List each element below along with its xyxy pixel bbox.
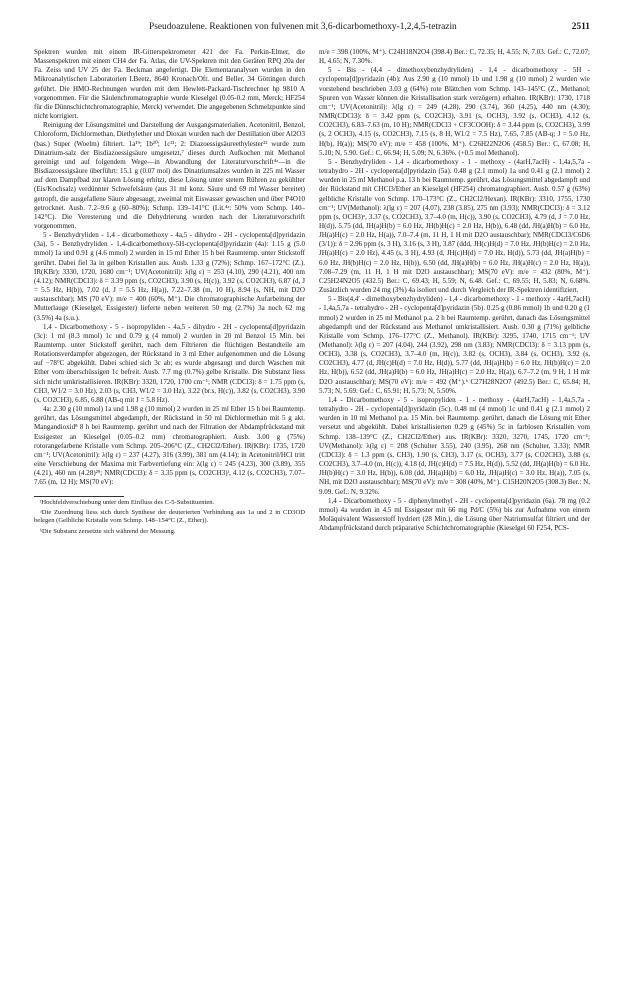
paragraph-compound-3a-4a: 5 - Benzhydryliden - 1,4 - dicarbomethoxy - 4a,5 - dihydro - 2H - cyclopenta[d]pyridazin (3a), 5 - Benzhydryliden - 1,4-dicarbomethoxy-5H-cyclopenta[d]pyridazin (4a): 1.15 g (5.0 mmol) 1a und 0.91 g (4.6 mmol) 2 wurden in 15 ml Ether 15 h bei Raumtemp. unter Stickstoff gerührt. Dabei fiel 3a in gelben Kristallen aus. Ausb. 1.33 g (72%); Schmp. 167–172°C (Z.). IR(KBr): 3330, 1720, 1680 cm⁻¹; UV(Acetonitril): λ(lg ε) = 253 (4.10), 290 (4.21), 400 nm (4.12); NMR(CDCl3): δ = 3.39 ppm (s, CO2CH3), 3.90 (s, H(c)), 3.92 (s, CO2CH3), 6.87 (d, J = 5.5 Hz, H(b)), 7.02 (d, J = 5.5 Hz, H(a)), 7.22–7.38 (m, 10 H), 8.94 (s, NH, mit D2O austauschbar); MS (70 eV): m/e = 400 (60%, M⁺). Die chromatographische Aufarbeitung der Mutterlauge (Kieselgel, Essigester) lieferte neben weiteren 50 mg (2.7%) 3a noch 62 mg (3.5%) 4a (s.u.). bbox=[34, 231, 305, 322]
running-header bbox=[34, 22, 590, 48]
paragraph-compound-3c: 1,4 - Dicarbomethoxy - 5 - isopropyliden - 4a,5 - dihydro - 2H - cyclopenta[d]pyridazin (3c): 1 ml (8.3 mmol) 1c und 0.79 g (4 mmol) 2 wurden in 20 ml Benzol 15 Min. bei Raumtemp. unter Stickstoff gerührt, nach dem Filtrieren die flüchtigen Bestandteile am Rotationsverdampfer abgezogen, der Rückstand in 3 ml Ether aufgenommen und die Lösung auf −78°C abgekühlt. Dabei schied sich 3c ab; es wurde abgesaugt und durch Waschen mit Ether vom überschüssigen 1c befreit. Ausb. 7.7 mg (0.7%) gelbe Kristalle. Die Substanz liess sich nicht umkristallisieren. IR(KBr): 3320, 1720, 1700 cm⁻¹; NMR (CDCl3): δ = 1.75 ppm (s, CH3, W1/2 = 3.0 Hz), 2.03 (s, CH3, W1/2 = 3.0 Hz), 3.22 (br.s, H(c)), 3.82 (s, CO2CH3), 3.90 (s, CO2CH3), 6.85, 6.88 (AB-q mit J = 5.8 Hz). bbox=[34, 322, 305, 404]
footnote-f: ᶠHochfeldverschiebung unter dem Einfluss des C-5-Substituenten. bbox=[40, 498, 215, 506]
paragraph-compound-5c: 1,4 - Dicarbomethoxy - 5 - isopropyliden - 1 - methoxy - (4arH,7acH) - 1,4a,5,7a - tetrahydro - 2H - cyclopenta[d]pyridazin (5c). 0.48 ml (4 mmol) 1c und 0.41 g (2.1 mmol) 2 wurden in 10 ml Methanol p.a. 15 Min. bei Raumtemp. gerührt, danach die Lösung mit Ether versetzt und abgekühlt. Dabei kristallisierten 0.29 g (45%) 5c in farblosen Kristallen vom Schmp. 138–139°C (Z., CH2Cl2/Ether) aus. IR(KBr): 3320, 3270, 1745, 1720 cm⁻¹; UV(Methanol): λ(lg ε) = 208 (Schulter 3.55), 240 (3.95), 268 nm (Schulter, 3.33); NMR (CDCl3): δ = 1.3 ppm (s, CH3), 1.90 (s, CH3), 3.17 (s, OCH3), 3.77 (s, CO2CH3), 3.88 (s, CO2CH3), 3.7–4.0 (m, H(c)), 4.18 (d, JH(c)H(d) = 7.5 Hz, H(d)), 5.52 (dd, JH(a)H(b) = 6.0 Hz, JH(b)H(c) = 3.0 Hz, H(b)), 6.08 (dd, JH(a)H(b) = 6.0 Hz, JH(a)H(c) = 3.0 Hz, H(a)), 7.05 (s, NH, mit D2O austauschbar); MS(70 eV): m/e = 308 (40%, M⁺). C15H20N2O5 (308.3) Ber.: N, 9.09. Gef.: N, 9.32%. bbox=[319, 395, 590, 496]
left-column bbox=[34, 48, 305, 536]
footnote-a: ᵃDie Zuordnung liess sich durch Synthese der deuterierten Verbindung aus 1a und 2 in CD3OD belegen (Gelbliche Kristalle vom Schmp. 148–154°C (Z., Ether)). bbox=[34, 508, 305, 525]
paragraph-compound-5b: 5 - Bis(4,4′ - dimethoxybenzhydryliden) - 1,4 - dicarbomethoxy - 1 - methoxy - 4arH,7acH) - 1,4a,5,7a - tetrahydro - 2H - cyclopenta[d]pyridazin (5b). 0.25 g (0.86 mmol) 1b und 0.20 g (1 mmol) 2 wurden in 25 ml Methanol p.a. 2 h bei Raumtemp. gerührt, danach das Lösungsmittel abgedampft und der Rückstand aus Methanol umkristallisiert. Ausb. 0.30 g (71%) gelbliche Kristalle vom Schmp. 176–177°C (Z., Methanol). IR(KBr): 3295, 1740, 1715 cm⁻¹; UV (Methanol): λ(lg ε) = 207 (4.04), 244 (3.92), 298 nm (3.83); NMR(CDCl3): δ = 3.13 ppm (s, OCH3), 3.38 (s, CO2CH3), 3.7–4.0 (m, H(c)), 3.82 (s, OCH3), 3.84 (s, OCH3), 3.92 (s, CO2CH3), 4.77 (d, JH(c)H(d) = 7.0 Hz, H(d)), 5.77 (dd, JH(a)H(b) = 6.0 Hz, JH(b)H(c) = 2.0 Hz, H(b)), 6.52 (dd, JH(a)H(b) = 6.0 Hz, JH(a)H(c) = 2.0 Hz, H(a)), 6.7–7.2 (m, 9 H, 1 H mit D2O austauschbar); MS(70 eV): m/e = 492 (M⁺).ᵇ C27H28N2O7 (492.5) Ber.: C, 65.84; H, 5.73; N, 5.69. Gef.: C, 65.91; H, 5.73; N, 5.50%. bbox=[319, 295, 590, 395]
paragraph-instruments: Spektren wurden mit einem IR-Gitterspektrometer 421 der Fa. Perkin-Elmer, die Massenspektren mit einem CH4 der Fa. Atlas, die UV-Spektren mit den Geräten RPQ 20a der Fa. Zeiss und UV 25 der Fa. Beckman angefertigt. Die Elementaranalysen wurden in den Mikroanalytischen Laboratorien I.Beetz, 8640 Kronach/Ofr. und Beller, 34 Göttingen durch geführt. Die HMO-Rechnungen wurden mit dem Hewlett-Packard-Tischrechner hp 9810 A vorgenommen. Für die Säulenchromatographie wurde Kieselgel (0.05-0.2 mm, Merck; HF254 für die Dünnschichtchromatographie, Merck) verwendet. Die angegebenen Schmelzpunkte sind nicht korrigiert. bbox=[34, 48, 305, 121]
right-column bbox=[319, 48, 590, 536]
page-number: 2511 bbox=[571, 22, 590, 32]
paragraph-reagents: Reinigung der Lösungsmittel und Darstellung der Ausgangsmaterialien. Acetonitril, Benzol, Chloroform, Dichlormethan, Diethylether und Dioxan wurden nach der Destillation über Al2O3 (bas.) Super (Woelm) filtriert. 1a¹⁹; 1b²⁰; 1c²¹; 2: Diazoessigsäureethylester²² wurde zum Dinatrium-salz der Bisdiazoessigsäure umgesetzt,⁷ dieses durch Aufkochen mit Methanol gereinigt und auf folgendem Wege—in Abwandlung der Literaturvorschrift⁴ᵃ—in die Bisdiazoessigsäure überführt: 15.1 g (0.07 mol) des Dinatriumsalzes wurden in 225 ml Wasser auf dem Dampfbad zur klaren Lösung erhitzt, diese Lösung unter stetem Rühren zu gekühlter (Eis/Kochsalz) verdünnter Schwefelsäure (aus 31 ml konz. Säure und 69 ml Wasser bereitet) getropft, die ausgefallene Säure abgesaugt, zweimal mit Eiswasser gewaschen und über P4O10 getrocknet. Ausb. 7.2–9.6 g (60–80%); Schmp. 139–141°C (Lit.⁴ᵃ: 50% vom Schmp. 140–142°C). Die Veresterung und die Dehydrierung wurden nach der Literaturvorschrift vorgenommen. bbox=[34, 121, 305, 230]
footnote-rule bbox=[34, 496, 305, 537]
footnote-b: ᵇDie Substanz zersetzte sich während der Messung. bbox=[40, 527, 176, 535]
paragraph-compound-5a: 5 - Benzhydryliden - 1,4 - dicarbomethoxy - 1 - methoxy - (4arH,7acH) - 1,4a,5,7a - tetrahydro - 2H - cyclopenta[d]pyridazin (5a). 0.48 g (2.1 mmol) 1a und 0.41 g (2.1 mmol) 2 wurden in 25 ml Methanol p.a. 13 h bei Raumtemp. gerührt, das Lösungsmittel abgedampft und der Rückstand mit CHCl3/Ether an Kieselgel (HF254) chromatographiert. Ausb. 0.57 g (63%) gelbliche Kristalle von Schmp. 170–173°C (Z., CH2Cl2/Hexan). IR(KBr): 3310, 1755, 1730 cm⁻¹; UV(Methanol): λ(lg ε) = 207 (4.07), 238 (3.85), 275 nm (3.93); NMR(CDCl3): δ = 3.12 ppm (s, OCH3)ᵃ, 3.37 (s, CO2CH3), 3.7–4.0 (m, H(c)), 3.90 (s, CO2CH3), 4.79 (d, J = 7.0 Hz, H(d)), 5.75 (dd, JH(a)H(b) = 6.0 Hz, JH(b)H(c) = 2.0 Hz, H(b)), 6.48 (dd, JH(a)H(b) = 6.0 Hz, JH(a)H(c) = 2.0 Hz, H(a)), 7.0–7.4 (m, 11 H, 1 H mit D2O austauschbar); NMR(CDCl3/C6D6 (3/1)): δ = 2.96 ppm (s, 3 H), 3.16 (s, 3 H), 3.87 (ddd, JH(c)H(d) = 7.0 Hz, JH(b)H(c) = 2.0 Hz, JH(a)H(c) = 2.0 Hz), 4.45 (s, 3 H), 4.93 (d, JH(c)H(d) = 7.0 Hz, H(d)), 5.73 (dd, JH(a)H(b) = 6.0 Hz, JH(b)H(c) = 2.0 Hz, H(b)), 6.50 (dd, JH(a)H(b) = 6.0 Hz, JH(a)H(c) = 2.0 Hz, H(a)), 7.08–7.29 (m, 11 H, 1 H mit D2O austauschbar); MS(70 eV): m/e = 432 (80%, M⁺). C25H24N2O5 (432.5) Ber.: C, 69.43; H, 5.59; N, 6.48. Gef.: C, 69.55; H, 5.83; N, 6.68%. Zusätzlich wurden 24 mg (3%) 4a isoliert und durch Vergleich der IR-Spektren identifiziert. bbox=[319, 157, 590, 295]
two-column-body bbox=[34, 48, 590, 536]
running-title: Pseudoazulene. Reaktionen von fulvenen mit 3,6-dicarbomethoxy-1,2,4,5-tetrazin bbox=[149, 22, 457, 32]
paragraph-compound-4a: 4a: 2.30 g (10 mmol) 1a und 1.98 g (10 mmol) 2 wurden in 25 ml Ether 15 h bei Raumtemp. gerührt, das Lösungsmittel abgedampft, der Rückstand in 50 ml Dichlormethan mit 5 g akt. Mangandioxid⁸ 8 h bei Raumtemp. gerührt und nach der Filtration der Abdampfrückstand mit Essigester an Kieselgel (0.05–0.2 mm) chromatographiert. Ausb. 3.00 g (75%) rotorangefarbene Kristalle vom Schmp. 205–206°C (Z., CH2Cl2/Ether). IR(KBr): 1735, 1720 cm⁻¹; UV(Acetonitril): λ(lg ε) = 237 (4.27), 316 (3.99), 381 nm (4.14); in Acetonitril/HCl tritt eine Verschiebung der Maxima mit Farbvertiefung ein: λ(lg ε) = 245 (4.23), 300 (3.89), 355 (4.21), 460 nm (4.28)²⁹; NMR(CDCl3): δ = 3.35 ppm (s, CO2CH3)ᶠ, 4.12 (s, CO2CH3), 7.07–7.65 (m, 12 H); MS(70 eV): bbox=[34, 405, 305, 487]
paragraph-4a-continued: m/e = 398 (100%, M⁺). C24H18N2O4 (398.4) Ber.: C, 72.35; H, 4.55; N, 7.03. Gef.: C, 72.07; H, 4.65; N, 7.30%. bbox=[319, 48, 590, 66]
paragraph-compound-6a: 1,4 - Dicarbomethoxy - 5 - diphenylmethyl - 2H - cyclopenta[d]pyridazin (6a). 78 mg (0.2 mmol) 4a wurden in 4.5 ml Essigester mit 66 mg Pd/C (5%) bis zur Aufnahme von einem Moläquivalent Wasserstoff hydriert (28 Min.), die Lösung über Natriumsulfat filtriert und der Abdampfrückstand durch präparative Schichtchromatographie (Kieselgel 60 F254, PCS- bbox=[319, 496, 590, 533]
paragraph-compound-4b: 5 - Bis - (4,4 - dimethoxybenzhydryliden) - 1,4 - dicarbomethoxy - 5H - cyclopenta[d]pyridazin (4b): Aus 2.90 g (10 mmol) 1b und 1.98 g (10 mmol) 2 wurden wie vorstehend beschrieben 3.03 g (64%) rote Blättchen vom Schmp. 143–145°C (Z., Methanol; Spuren von Wasser können die Kristallisation stark verzögern) erhalten. IR(KBr): 1730, 1718 cm⁻¹; UV(Acetonitril): λ(lg ε) = 249 (4.28), 290 (3.74), 360 (4.25), 440 nm (4.30); NMR(CDCl3): δ = 3.42 ppm (s, CO2CH3), 3.91 (s, OCH3), 3.92 (s, OCH3), 4.12 (s, CO2CH3), 6.83–7.63 (m, 10 H); NMR(CDCl3 + CF3COOH): δ = 3.44 ppm (s, CO2CH3), 3.99 (s, 2 OCH3), 4.15 (s, CO2CH3), 7.15 (s, 8 H, W1/2 = 7.5 Hz), 7.65, 7.85 (AB-q; J = 5.0 Hz, H(b), H(a)); MS(70 eV): m/e = 458 (100%, M⁺). C26H22N2O6 (458.5) Ber.: C, 67.08; H, 5.10; N, 5.90. Gef.: C, 66.94; H, 5.09; N, 6.36%. (+0.5 mol Methanol). bbox=[319, 66, 590, 157]
